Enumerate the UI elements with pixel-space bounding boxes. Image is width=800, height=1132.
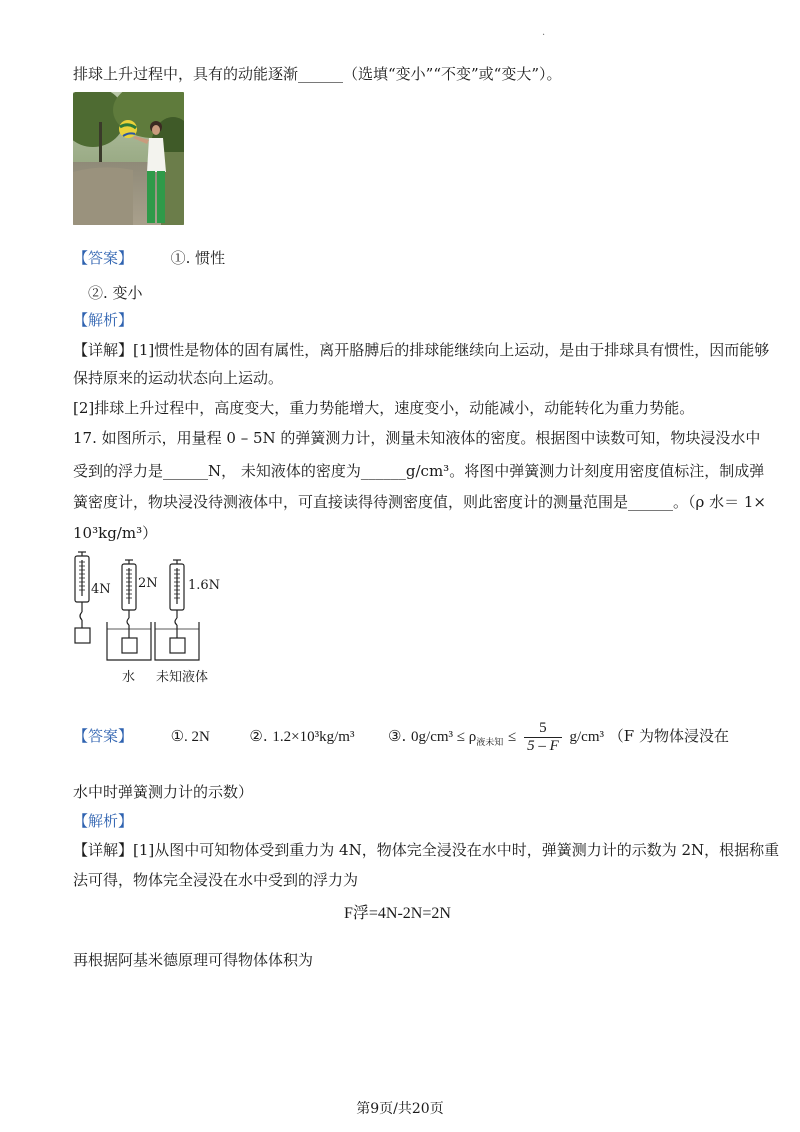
answer-17-part1: ①. 2N: [170, 729, 210, 745]
answer-tag: 【答案】: [73, 249, 134, 267]
answer-17-note-line2: 水中时弹簧测力计的示数）: [73, 783, 254, 801]
reading-4n: 4N: [91, 582, 111, 597]
answer-17: [73, 716, 729, 757]
detail-17-line3: 再根据阿基米德原理可得物体体积为: [73, 951, 314, 969]
answer-17-part3-sub: 液未知: [476, 737, 504, 747]
answer-17-part3-le: ≤: [508, 729, 517, 745]
detail-16-text1: [1]惯性是物体的固有属性，离开胳膊后的排球能继续向上运动，是由于排球具有惯性，因而能够: [133, 341, 770, 359]
question-17-line4: 10³kg/m³）: [73, 524, 158, 542]
answer-tag-17: 【答案】: [73, 727, 134, 745]
fraction-numerator: 5: [524, 720, 562, 738]
detail-16-line1: [73, 340, 769, 360]
volleyball-photo: [73, 92, 184, 225]
detail-17-text1: [1]从图中可知物体受到重力为 4N，物体完全浸没在水中时，弹簧测力计的示数为 2N，根据称重: [133, 841, 780, 859]
detail-tag: 【详解】: [73, 341, 134, 359]
reading-2n: 2N: [138, 576, 158, 591]
answer-17-fraction: [524, 720, 562, 755]
answer-17-part2: 1.2×10³kg/m³: [272, 729, 355, 745]
fraction-denominator: 5 – F: [527, 737, 559, 754]
answer-17-part2-prefix: ②.: [249, 727, 268, 745]
answer-17-part3-left: 0g/cm³ ≤ ρ: [411, 729, 477, 745]
analysis-tag-17: 【解析】: [73, 812, 134, 830]
answer-17-part3-prefix: ③.: [388, 727, 407, 745]
label-water: 水: [122, 670, 136, 685]
top-mark: ·: [542, 30, 546, 41]
question-17-line2: 受到的浮力是______N， 未知液体的密度为______g/cm³。将图中弹簧测力计刻度用密度值标注，制成弹: [73, 462, 765, 480]
detail-16-line2: 保持原来的运动状态向上运动。: [73, 369, 284, 387]
answer-16-part2: ②. 变小: [88, 284, 143, 302]
question-16-tail: 排球上升过程中，具有的动能逐渐______（选填“变小”“不变”或“变大”）。: [73, 65, 562, 83]
page-footer: 第9页/共20页: [356, 1101, 444, 1117]
analysis-tag-16: 【解析】: [73, 311, 134, 329]
question-17-line3: 簧密度计，物块浸没待测液体中，可直接读得待测密度值，则此密度计的测量范围是______。（ρ 水＝ 1×: [73, 493, 766, 511]
detail-17-line2: 法可得，物体完全浸没在水中受到的浮力为: [73, 871, 359, 889]
label-unknown-liquid: 未知液体: [156, 670, 209, 685]
question-17-line1: 17. 如图所示，用量程 0 – 5N 的弹簧测力计，测量未知液体的密度。根据图中读数可知，物块浸没水中: [73, 429, 761, 447]
answer-16-part1: ①. 惯性: [170, 249, 226, 267]
spring-scale-figure: [72, 550, 232, 689]
volleyball-photo-image: [73, 92, 184, 225]
detail-tag-17: 【详解】: [73, 841, 134, 859]
buoyancy-formula: F浮=4N-2N=2N: [344, 905, 451, 922]
answer-17-part3-unit: g/cm³: [569, 729, 605, 745]
answer-16: [73, 248, 225, 268]
detail-17-line1: [73, 840, 779, 860]
spring-scale-diagram: [72, 550, 232, 685]
reading-1-6n: 1.6N: [188, 578, 221, 593]
detail-16-line3: [2]排球上升过程中，高度变大，重力势能增大，速度变小，动能减小，动能转化为重力势能。: [73, 399, 695, 417]
answer-17-note: （F 为物体浸没在: [608, 727, 729, 745]
